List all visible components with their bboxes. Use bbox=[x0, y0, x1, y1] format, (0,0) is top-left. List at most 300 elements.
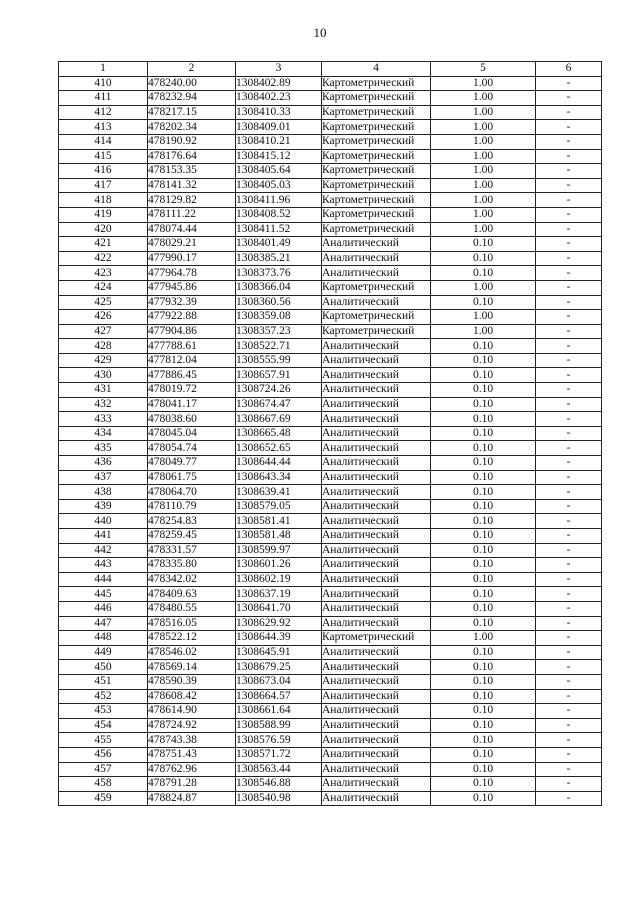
accuracy-cell: 0.10 bbox=[431, 777, 536, 792]
table-row bbox=[59, 426, 602, 441]
accuracy-cell: 0.10 bbox=[431, 237, 536, 252]
page-number: 10 bbox=[313, 25, 327, 40]
note-cell: - bbox=[536, 558, 602, 573]
point-number-cell: 432 bbox=[59, 397, 148, 412]
accuracy-cell: 1.00 bbox=[431, 149, 536, 164]
table-row bbox=[59, 601, 602, 616]
note-cell: - bbox=[536, 251, 602, 266]
table-row bbox=[59, 120, 602, 135]
x-coordinate-cell: 478129.82 bbox=[148, 193, 236, 208]
method-cell: Картометрический bbox=[322, 222, 431, 237]
note-cell: - bbox=[536, 718, 602, 733]
method-cell: Аналитический bbox=[322, 645, 431, 660]
note-cell: - bbox=[536, 426, 602, 441]
point-number-cell: 451 bbox=[59, 674, 148, 689]
method-cell: Аналитический bbox=[322, 733, 431, 748]
point-number-cell: 447 bbox=[59, 616, 148, 631]
x-coordinate-cell: 478724.92 bbox=[148, 718, 236, 733]
x-coordinate-cell: 478038.60 bbox=[148, 412, 236, 427]
method-cell: Аналитический bbox=[322, 470, 431, 485]
point-number-cell: 455 bbox=[59, 733, 148, 748]
method-cell: Картометрический bbox=[322, 91, 431, 106]
coordinates-table bbox=[58, 61, 602, 806]
table-row bbox=[59, 660, 602, 675]
note-cell: - bbox=[536, 280, 602, 295]
point-number-cell: 441 bbox=[59, 529, 148, 544]
x-coordinate-cell: 478111.22 bbox=[148, 207, 236, 222]
method-cell: Аналитический bbox=[322, 383, 431, 398]
note-cell: - bbox=[536, 791, 602, 806]
point-number-cell: 421 bbox=[59, 237, 148, 252]
y-coordinate-cell: 1308405.64 bbox=[236, 164, 322, 179]
accuracy-cell: 1.00 bbox=[431, 164, 536, 179]
note-cell: - bbox=[536, 747, 602, 762]
x-coordinate-cell: 477812.04 bbox=[148, 353, 236, 368]
method-cell: Картометрический bbox=[322, 631, 431, 646]
column-header: 3 bbox=[236, 62, 322, 77]
table-row bbox=[59, 747, 602, 762]
accuracy-cell: 0.10 bbox=[431, 791, 536, 806]
table-row bbox=[59, 572, 602, 587]
point-number-cell: 430 bbox=[59, 368, 148, 383]
note-cell: - bbox=[536, 310, 602, 325]
accuracy-cell: 1.00 bbox=[431, 105, 536, 120]
x-coordinate-cell: 478217.15 bbox=[148, 105, 236, 120]
method-cell: Аналитический bbox=[322, 441, 431, 456]
x-coordinate-cell: 478232.94 bbox=[148, 91, 236, 106]
table-row bbox=[59, 310, 602, 325]
accuracy-cell: 0.10 bbox=[431, 616, 536, 631]
point-number-cell: 425 bbox=[59, 295, 148, 310]
y-coordinate-cell: 1308661.64 bbox=[236, 704, 322, 719]
method-cell: Аналитический bbox=[322, 616, 431, 631]
x-coordinate-cell: 477964.78 bbox=[148, 266, 236, 281]
accuracy-cell: 0.10 bbox=[431, 266, 536, 281]
method-cell: Аналитический bbox=[322, 353, 431, 368]
method-cell: Аналитический bbox=[322, 704, 431, 719]
accuracy-cell: 0.10 bbox=[431, 543, 536, 558]
method-cell: Картометрический bbox=[322, 178, 431, 193]
accuracy-cell: 0.10 bbox=[431, 383, 536, 398]
note-cell: - bbox=[536, 295, 602, 310]
point-number-cell: 445 bbox=[59, 587, 148, 602]
method-cell: Аналитический bbox=[322, 777, 431, 792]
column-header: 2 bbox=[148, 62, 236, 77]
accuracy-cell: 0.10 bbox=[431, 660, 536, 675]
y-coordinate-cell: 1308629.92 bbox=[236, 616, 322, 631]
point-number-cell: 416 bbox=[59, 164, 148, 179]
point-number-cell: 413 bbox=[59, 120, 148, 135]
method-cell: Картометрический bbox=[322, 105, 431, 120]
note-cell: - bbox=[536, 222, 602, 237]
x-coordinate-cell: 478743.38 bbox=[148, 733, 236, 748]
table-row bbox=[59, 339, 602, 354]
x-coordinate-cell: 478202.34 bbox=[148, 120, 236, 135]
method-cell: Аналитический bbox=[322, 762, 431, 777]
table-row bbox=[59, 733, 602, 748]
x-coordinate-cell: 477788.61 bbox=[148, 339, 236, 354]
point-number-cell: 440 bbox=[59, 514, 148, 529]
y-coordinate-cell: 1308540.98 bbox=[236, 791, 322, 806]
note-cell: - bbox=[536, 105, 602, 120]
x-coordinate-cell: 477945.86 bbox=[148, 280, 236, 295]
note-cell: - bbox=[536, 689, 602, 704]
accuracy-cell: 1.00 bbox=[431, 76, 536, 91]
method-cell: Аналитический bbox=[322, 295, 431, 310]
method-cell: Аналитический bbox=[322, 747, 431, 762]
accuracy-cell: 0.10 bbox=[431, 529, 536, 544]
accuracy-cell: 1.00 bbox=[431, 178, 536, 193]
x-coordinate-cell: 478608.42 bbox=[148, 689, 236, 704]
method-cell: Аналитический bbox=[322, 791, 431, 806]
point-number-cell: 415 bbox=[59, 149, 148, 164]
accuracy-cell: 1.00 bbox=[431, 324, 536, 339]
method-cell: Аналитический bbox=[322, 514, 431, 529]
y-coordinate-cell: 1308588.99 bbox=[236, 718, 322, 733]
table-row bbox=[59, 105, 602, 120]
point-number-cell: 453 bbox=[59, 704, 148, 719]
note-cell: - bbox=[536, 733, 602, 748]
y-coordinate-cell: 1308546.88 bbox=[236, 777, 322, 792]
y-coordinate-cell: 1308674.47 bbox=[236, 397, 322, 412]
accuracy-cell: 0.10 bbox=[431, 426, 536, 441]
x-coordinate-cell: 478061.75 bbox=[148, 470, 236, 485]
x-coordinate-cell: 478614.90 bbox=[148, 704, 236, 719]
table-row bbox=[59, 514, 602, 529]
note-cell: - bbox=[536, 339, 602, 354]
method-cell: Аналитический bbox=[322, 543, 431, 558]
note-cell: - bbox=[536, 704, 602, 719]
y-coordinate-cell: 1308679.25 bbox=[236, 660, 322, 675]
point-number-cell: 457 bbox=[59, 762, 148, 777]
note-cell: - bbox=[536, 674, 602, 689]
note-cell: - bbox=[536, 514, 602, 529]
note-cell: - bbox=[536, 149, 602, 164]
method-cell: Аналитический bbox=[322, 237, 431, 252]
method-cell: Аналитический bbox=[322, 601, 431, 616]
accuracy-cell: 0.10 bbox=[431, 587, 536, 602]
method-cell: Аналитический bbox=[322, 485, 431, 500]
accuracy-cell: 1.00 bbox=[431, 91, 536, 106]
method-cell: Аналитический bbox=[322, 718, 431, 733]
y-coordinate-cell: 1308410.33 bbox=[236, 105, 322, 120]
note-cell: - bbox=[536, 76, 602, 91]
accuracy-cell: 0.10 bbox=[431, 368, 536, 383]
column-header: 4 bbox=[322, 62, 431, 77]
point-number-cell: 422 bbox=[59, 251, 148, 266]
accuracy-cell: 0.10 bbox=[431, 645, 536, 660]
accuracy-cell: 1.00 bbox=[431, 207, 536, 222]
accuracy-cell: 0.10 bbox=[431, 558, 536, 573]
method-cell: Аналитический bbox=[322, 499, 431, 514]
point-number-cell: 438 bbox=[59, 485, 148, 500]
point-number-cell: 456 bbox=[59, 747, 148, 762]
x-coordinate-cell: 478762.96 bbox=[148, 762, 236, 777]
y-coordinate-cell: 1308366.04 bbox=[236, 280, 322, 295]
point-number-cell: 424 bbox=[59, 280, 148, 295]
note-cell: - bbox=[536, 120, 602, 135]
accuracy-cell: 1.00 bbox=[431, 193, 536, 208]
table-row bbox=[59, 207, 602, 222]
y-coordinate-cell: 1308360.56 bbox=[236, 295, 322, 310]
table-body bbox=[59, 76, 602, 806]
note-cell: - bbox=[536, 237, 602, 252]
note-cell: - bbox=[536, 193, 602, 208]
accuracy-cell: 0.10 bbox=[431, 762, 536, 777]
table-row bbox=[59, 674, 602, 689]
method-cell: Аналитический bbox=[322, 339, 431, 354]
accuracy-cell: 1.00 bbox=[431, 222, 536, 237]
note-cell: - bbox=[536, 441, 602, 456]
x-coordinate-cell: 477922.88 bbox=[148, 310, 236, 325]
y-coordinate-cell: 1308644.39 bbox=[236, 631, 322, 646]
y-coordinate-cell: 1308599.97 bbox=[236, 543, 322, 558]
x-coordinate-cell: 477932.39 bbox=[148, 295, 236, 310]
y-coordinate-cell: 1308409.01 bbox=[236, 120, 322, 135]
x-coordinate-cell: 478190.92 bbox=[148, 134, 236, 149]
note-cell: - bbox=[536, 616, 602, 631]
method-cell: Картометрический bbox=[322, 134, 431, 149]
point-number-cell: 450 bbox=[59, 660, 148, 675]
table-row bbox=[59, 645, 602, 660]
point-number-cell: 429 bbox=[59, 353, 148, 368]
accuracy-cell: 0.10 bbox=[431, 499, 536, 514]
x-coordinate-cell: 478751.43 bbox=[148, 747, 236, 762]
method-cell: Аналитический bbox=[322, 426, 431, 441]
point-number-cell: 446 bbox=[59, 601, 148, 616]
method-cell: Аналитический bbox=[322, 674, 431, 689]
y-coordinate-cell: 1308385.21 bbox=[236, 251, 322, 266]
point-number-cell: 443 bbox=[59, 558, 148, 573]
note-cell: - bbox=[536, 601, 602, 616]
note-cell: - bbox=[536, 368, 602, 383]
table-row bbox=[59, 689, 602, 704]
note-cell: - bbox=[536, 178, 602, 193]
x-coordinate-cell: 478240.00 bbox=[148, 76, 236, 91]
point-number-cell: 452 bbox=[59, 689, 148, 704]
method-cell: Аналитический bbox=[322, 412, 431, 427]
accuracy-cell: 0.10 bbox=[431, 514, 536, 529]
note-cell: - bbox=[536, 383, 602, 398]
table-row bbox=[59, 456, 602, 471]
y-coordinate-cell: 1308579.05 bbox=[236, 499, 322, 514]
table-row bbox=[59, 441, 602, 456]
table-row bbox=[59, 470, 602, 485]
table-row bbox=[59, 280, 602, 295]
table-row bbox=[59, 193, 602, 208]
table-row bbox=[59, 222, 602, 237]
x-coordinate-cell: 478029.21 bbox=[148, 237, 236, 252]
y-coordinate-cell: 1308581.41 bbox=[236, 514, 322, 529]
note-cell: - bbox=[536, 397, 602, 412]
method-cell: Аналитический bbox=[322, 558, 431, 573]
point-number-cell: 419 bbox=[59, 207, 148, 222]
y-coordinate-cell: 1308357.23 bbox=[236, 324, 322, 339]
note-cell: - bbox=[536, 543, 602, 558]
accuracy-cell: 0.10 bbox=[431, 456, 536, 471]
method-cell: Картометрический bbox=[322, 120, 431, 135]
accuracy-cell: 0.10 bbox=[431, 572, 536, 587]
y-coordinate-cell: 1308576.59 bbox=[236, 733, 322, 748]
method-cell: Аналитический bbox=[322, 266, 431, 281]
table-row bbox=[59, 134, 602, 149]
table-row bbox=[59, 324, 602, 339]
table-row bbox=[59, 251, 602, 266]
note-cell: - bbox=[536, 91, 602, 106]
table-row bbox=[59, 587, 602, 602]
accuracy-cell: 1.00 bbox=[431, 120, 536, 135]
table-row bbox=[59, 295, 602, 310]
table-row bbox=[59, 91, 602, 106]
table-row bbox=[59, 178, 602, 193]
y-coordinate-cell: 1308639.41 bbox=[236, 485, 322, 500]
note-cell: - bbox=[536, 777, 602, 792]
method-cell: Картометрический bbox=[322, 193, 431, 208]
method-cell: Картометрический bbox=[322, 149, 431, 164]
accuracy-cell: 1.00 bbox=[431, 631, 536, 646]
x-coordinate-cell: 478590.39 bbox=[148, 674, 236, 689]
table-row bbox=[59, 266, 602, 281]
y-coordinate-cell: 1308641.70 bbox=[236, 601, 322, 616]
note-cell: - bbox=[536, 529, 602, 544]
x-coordinate-cell: 478480.55 bbox=[148, 601, 236, 616]
table-row bbox=[59, 164, 602, 179]
point-number-cell: 449 bbox=[59, 645, 148, 660]
accuracy-cell: 0.10 bbox=[431, 747, 536, 762]
y-coordinate-cell: 1308643.34 bbox=[236, 470, 322, 485]
method-cell: Аналитический bbox=[322, 660, 431, 675]
y-coordinate-cell: 1308411.96 bbox=[236, 193, 322, 208]
table-row bbox=[59, 368, 602, 383]
table-row bbox=[59, 777, 602, 792]
column-header: 5 bbox=[431, 62, 536, 77]
method-cell: Аналитический bbox=[322, 368, 431, 383]
method-cell: Картометрический bbox=[322, 76, 431, 91]
table-row bbox=[59, 149, 602, 164]
y-coordinate-cell: 1308652.65 bbox=[236, 441, 322, 456]
note-cell: - bbox=[536, 266, 602, 281]
method-cell: Аналитический bbox=[322, 689, 431, 704]
accuracy-cell: 0.10 bbox=[431, 397, 536, 412]
x-coordinate-cell: 478064.70 bbox=[148, 485, 236, 500]
y-coordinate-cell: 1308664.57 bbox=[236, 689, 322, 704]
table-row bbox=[59, 499, 602, 514]
column-header: 1 bbox=[59, 62, 148, 77]
x-coordinate-cell: 478049.77 bbox=[148, 456, 236, 471]
x-coordinate-cell: 478254.83 bbox=[148, 514, 236, 529]
accuracy-cell: 0.10 bbox=[431, 441, 536, 456]
note-cell: - bbox=[536, 645, 602, 660]
y-coordinate-cell: 1308581.48 bbox=[236, 529, 322, 544]
y-coordinate-cell: 1308408.52 bbox=[236, 207, 322, 222]
column-header: 6 bbox=[536, 62, 602, 77]
note-cell: - bbox=[536, 587, 602, 602]
table-row bbox=[59, 704, 602, 719]
y-coordinate-cell: 1308555.99 bbox=[236, 353, 322, 368]
table-row bbox=[59, 543, 602, 558]
method-cell: Аналитический bbox=[322, 529, 431, 544]
method-cell: Картометрический bbox=[322, 310, 431, 325]
x-coordinate-cell: 478824.87 bbox=[148, 791, 236, 806]
method-cell: Аналитический bbox=[322, 251, 431, 266]
table-row bbox=[59, 762, 602, 777]
point-number-cell: 437 bbox=[59, 470, 148, 485]
accuracy-cell: 0.10 bbox=[431, 295, 536, 310]
table-row bbox=[59, 353, 602, 368]
point-number-cell: 434 bbox=[59, 426, 148, 441]
note-cell: - bbox=[536, 572, 602, 587]
point-number-cell: 459 bbox=[59, 791, 148, 806]
point-number-cell: 444 bbox=[59, 572, 148, 587]
accuracy-cell: 0.10 bbox=[431, 601, 536, 616]
x-coordinate-cell: 478054.74 bbox=[148, 441, 236, 456]
method-cell: Аналитический bbox=[322, 572, 431, 587]
point-number-cell: 435 bbox=[59, 441, 148, 456]
point-number-cell: 454 bbox=[59, 718, 148, 733]
y-coordinate-cell: 1308410.21 bbox=[236, 134, 322, 149]
y-coordinate-cell: 1308415.12 bbox=[236, 149, 322, 164]
point-number-cell: 433 bbox=[59, 412, 148, 427]
method-cell: Картометрический bbox=[322, 164, 431, 179]
note-cell: - bbox=[536, 412, 602, 427]
point-number-cell: 448 bbox=[59, 631, 148, 646]
y-coordinate-cell: 1308405.03 bbox=[236, 178, 322, 193]
x-coordinate-cell: 477886.45 bbox=[148, 368, 236, 383]
note-cell: - bbox=[536, 324, 602, 339]
x-coordinate-cell: 478074.44 bbox=[148, 222, 236, 237]
y-coordinate-cell: 1308563.44 bbox=[236, 762, 322, 777]
x-coordinate-cell: 478153.35 bbox=[148, 164, 236, 179]
table-row bbox=[59, 558, 602, 573]
accuracy-cell: 0.10 bbox=[431, 718, 536, 733]
table-header-row bbox=[59, 62, 602, 77]
y-coordinate-cell: 1308637.19 bbox=[236, 587, 322, 602]
accuracy-cell: 0.10 bbox=[431, 485, 536, 500]
method-cell: Картометрический bbox=[322, 207, 431, 222]
note-cell: - bbox=[536, 353, 602, 368]
note-cell: - bbox=[536, 164, 602, 179]
y-coordinate-cell: 1308522.71 bbox=[236, 339, 322, 354]
method-cell: Аналитический bbox=[322, 587, 431, 602]
x-coordinate-cell: 478342.02 bbox=[148, 572, 236, 587]
accuracy-cell: 0.10 bbox=[431, 674, 536, 689]
note-cell: - bbox=[536, 485, 602, 500]
y-coordinate-cell: 1308401.49 bbox=[236, 237, 322, 252]
y-coordinate-cell: 1308402.23 bbox=[236, 91, 322, 106]
point-number-cell: 458 bbox=[59, 777, 148, 792]
note-cell: - bbox=[536, 470, 602, 485]
y-coordinate-cell: 1308724.26 bbox=[236, 383, 322, 398]
point-number-cell: 427 bbox=[59, 324, 148, 339]
x-coordinate-cell: 478176.64 bbox=[148, 149, 236, 164]
x-coordinate-cell: 478522.12 bbox=[148, 631, 236, 646]
method-cell: Аналитический bbox=[322, 397, 431, 412]
y-coordinate-cell: 1308602.19 bbox=[236, 572, 322, 587]
note-cell: - bbox=[536, 134, 602, 149]
y-coordinate-cell: 1308667.69 bbox=[236, 412, 322, 427]
point-number-cell: 439 bbox=[59, 499, 148, 514]
accuracy-cell: 0.10 bbox=[431, 704, 536, 719]
point-number-cell: 426 bbox=[59, 310, 148, 325]
x-coordinate-cell: 478516.05 bbox=[148, 616, 236, 631]
accuracy-cell: 0.10 bbox=[431, 412, 536, 427]
accuracy-cell: 0.10 bbox=[431, 733, 536, 748]
x-coordinate-cell: 478019.72 bbox=[148, 383, 236, 398]
table-row bbox=[59, 791, 602, 806]
x-coordinate-cell: 478110.79 bbox=[148, 499, 236, 514]
x-coordinate-cell: 478141.32 bbox=[148, 178, 236, 193]
note-cell: - bbox=[536, 762, 602, 777]
